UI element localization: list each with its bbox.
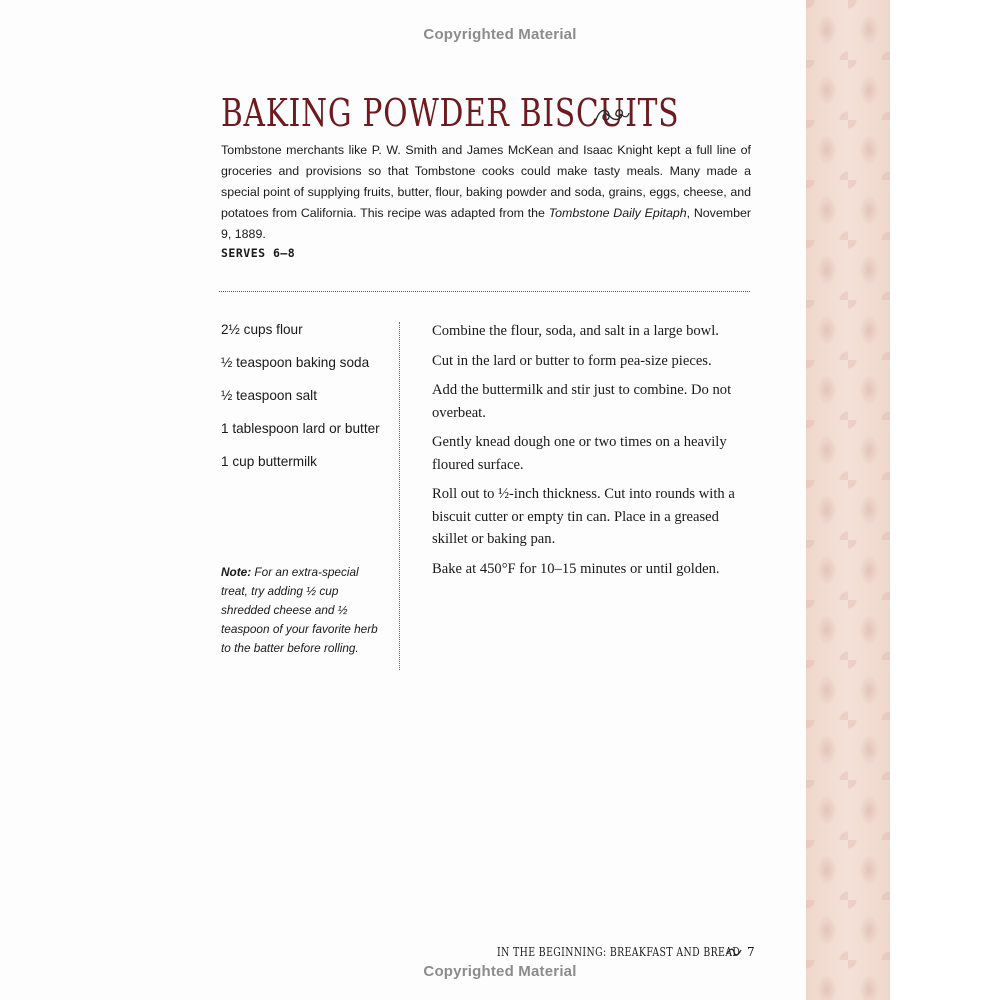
instruction-list — [432, 320, 752, 587]
page-number: 7 — [747, 945, 756, 959]
instruction-step: Roll out to ½-inch thickness. Cut into rounds with a biscuit cutter or empty tin can. Place in a greased skillet or baking pan. — [432, 486, 735, 547]
copyright-top: Copyrighted Material — [423, 26, 577, 43]
damask-border — [806, 0, 890, 1000]
right-margin — [890, 0, 1000, 1000]
ingredient-item: 1 cup buttermilk — [221, 454, 317, 469]
ingredient-item: ½ teaspoon baking soda — [221, 355, 370, 370]
recipe-title: BAKING POWDER BISCUITS — [221, 91, 680, 135]
section-divider — [219, 291, 750, 292]
instruction-step: Bake at 450°F for 10–15 minutes or until golden. — [432, 560, 720, 577]
ingredient-item: 1 tablespoon lard or butter — [221, 421, 380, 436]
serves-label: SERVES 6–8 — [221, 246, 296, 260]
instruction-step: Gently knead dough one or two times on a heavily floured surface. — [432, 434, 727, 473]
intro-date: , November 9, 1889. — [221, 206, 751, 241]
ingredient-item: ½ teaspoon salt — [221, 388, 317, 403]
flourish-ornament-icon — [594, 104, 630, 126]
copyright-bottom: Copyrighted Material — [423, 963, 577, 980]
recipe-intro — [221, 140, 751, 245]
instruction-step: Combine the flour, soda, and salt in a large bowl. — [432, 323, 719, 339]
ingredient-list — [221, 320, 381, 485]
note-label: Note: — [221, 565, 252, 579]
ingredient-item: 2½ cups flour — [221, 322, 303, 337]
intro-source: Tombstone Daily Epitaph — [548, 206, 687, 220]
instruction-step: Add the buttermilk and stir just to combine. Do not overbeat. — [432, 382, 732, 421]
instruction-step: Cut in the lard or butter to form pea-size pieces. — [432, 352, 712, 369]
recipe-note — [221, 563, 381, 658]
column-divider — [399, 322, 400, 670]
intro-text: Tombstone merchants like P. W. Smith and James McKean and Isaac Knight kept a full line of groceries and provisions so that Tombstone cooks could make tasty meals. Many made a special point of supplying fruits, butter, flour, baking powder and soda, grains, eggs, cheese, and potatoes from California. This recipe was adapted from the — [221, 143, 751, 220]
chapter-title: IN THE BEGINNING: BREAKFAST AND BREAD — [497, 945, 741, 959]
running-footer — [497, 942, 755, 962]
note-text: For an extra-special treat, try adding ½ cup shredded cheese and ½ teaspoon of your favorite herb to the batter before rolling. — [221, 565, 378, 655]
